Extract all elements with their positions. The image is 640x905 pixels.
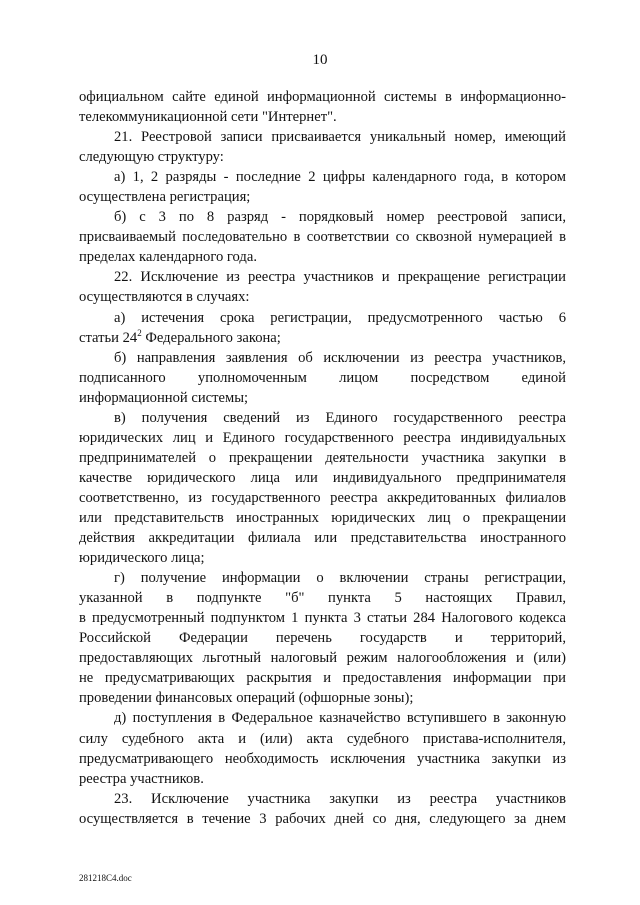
text-line (79, 127, 566, 147)
text-line (79, 468, 566, 488)
text-line-content: соответственно, из государственного реестра аккредитованных филиалов (79, 489, 566, 506)
text-line-content: следующую структуру: (79, 149, 224, 166)
text-line (79, 749, 566, 769)
text-line-content: информационной системы; (79, 389, 249, 406)
text-line-content: действия аккредитации филиала или представительства иностранного (79, 530, 566, 547)
text-line (79, 87, 566, 107)
text-line (79, 769, 566, 789)
text-line (79, 708, 566, 728)
text-line (79, 107, 566, 127)
text-line-content: 22. Исключение из реестра участников и прекращение регистрации (114, 269, 566, 286)
text-line (79, 147, 566, 167)
text-line-content: реестра участников. (79, 770, 204, 787)
text-line-content: предусматривающего необходимость исключения участника закупки из (79, 750, 566, 767)
text-line (79, 488, 566, 508)
text-line-content: Российской Федерации перечень государств и территорий, (79, 630, 566, 647)
text-line-content: проведении финансовых операций (офшорные зоны); (79, 690, 414, 707)
text-line (79, 648, 566, 668)
text-line-content: д) поступления в Федеральное казначейство вступившего в законную (114, 710, 566, 727)
text-line-continuation: Федерального закона; (141, 329, 281, 346)
text-line (79, 789, 566, 809)
text-line (79, 568, 566, 588)
text-line-content: а) истечения срока регистрации, предусмотренного частью 6 (114, 309, 566, 326)
text-line (79, 267, 566, 287)
superscript: 2 (137, 327, 142, 338)
text-line (79, 548, 566, 568)
document-body (79, 87, 566, 829)
text-line-content: качестве юридического лица или индивидуального предпринимателя (79, 469, 566, 486)
text-line (79, 388, 566, 408)
text-line-content: статьи 24 (79, 329, 138, 346)
text-line-content: а) 1, 2 разряды - последние 2 цифры календарного года, в котором (114, 169, 566, 186)
text-line-content: осуществлена регистрация; (79, 189, 251, 206)
text-line (79, 167, 566, 187)
text-line (79, 227, 566, 247)
text-line (79, 668, 566, 688)
text-line-content: указанной в подпункте "б" пункта 5 настоящих Правил, (79, 590, 566, 607)
text-line-content: б) с 3 по 8 разряд - порядковый номер реестровой записи, (114, 209, 566, 226)
text-line (79, 287, 566, 307)
text-line-content: подписанного уполномоченным лицом посредством единой (79, 369, 566, 386)
text-line (79, 588, 566, 608)
text-line-content: присваиваемый последовательно в соответствии со сквозной нумерацией в (79, 229, 566, 246)
text-line (79, 348, 566, 368)
text-line (79, 308, 566, 328)
text-line (79, 508, 566, 528)
text-line-content: 21. Реестровой записи присваивается уникальный номер, имеющий (114, 129, 566, 146)
text-line (79, 729, 566, 749)
text-line-content: юридических лиц и Единого государственного реестра индивидуальных (79, 429, 566, 446)
text-line (79, 448, 566, 468)
text-line (79, 628, 566, 648)
text-line-content: осуществляется в течение 3 рабочих дней со дня, следующего за днем (79, 810, 566, 827)
text-line (79, 328, 566, 348)
text-line-content: юридического лица; (79, 550, 205, 567)
text-line-content: 23. Исключение участника закупки из реестра участников (114, 790, 566, 807)
text-line (79, 428, 566, 448)
text-line-content: предпринимателей о прекращении деятельности участника закупки в (79, 449, 566, 466)
text-line-content: в) получения сведений из Единого государственного реестра (114, 409, 566, 426)
text-line (79, 688, 566, 708)
text-line-content: г) получение информации о включении страны регистрации, (114, 570, 566, 587)
text-line-content: пределах календарного года. (79, 249, 257, 266)
text-line (79, 207, 566, 227)
text-line-content: в предусмотренный подпунктом 1 пункта 3 статьи 284 Налогового кодекса (79, 610, 566, 627)
text-line (79, 809, 566, 829)
text-line-content: предоставляющих льготный налоговый режим налогообложения и (или) (79, 650, 566, 667)
file-name-footer: 281218C4.doc (79, 873, 132, 883)
text-line (79, 247, 566, 267)
text-line-content: осуществляются в случаях: (79, 289, 250, 306)
text-line-content: б) направления заявления об исключении из реестра участников, (114, 349, 566, 366)
text-line (79, 608, 566, 628)
text-line (79, 368, 566, 388)
page-number: 10 (312, 52, 328, 68)
text-line-content: телекоммуникационной сети "Интернет". (79, 109, 337, 126)
text-line-content: силу судебного акта и (или) акта судебного пристава-исполнителя, (79, 730, 566, 747)
text-line (79, 408, 566, 428)
text-line (79, 187, 566, 207)
text-line-content: не предусматривающих раскрытия и предоставления информации при (79, 670, 566, 687)
text-line-content: официальном сайте единой информационной системы в информационно- (79, 89, 566, 105)
text-line-content: или представительств иностранных юридических лиц о прекращении (79, 509, 566, 526)
text-line (79, 528, 566, 548)
